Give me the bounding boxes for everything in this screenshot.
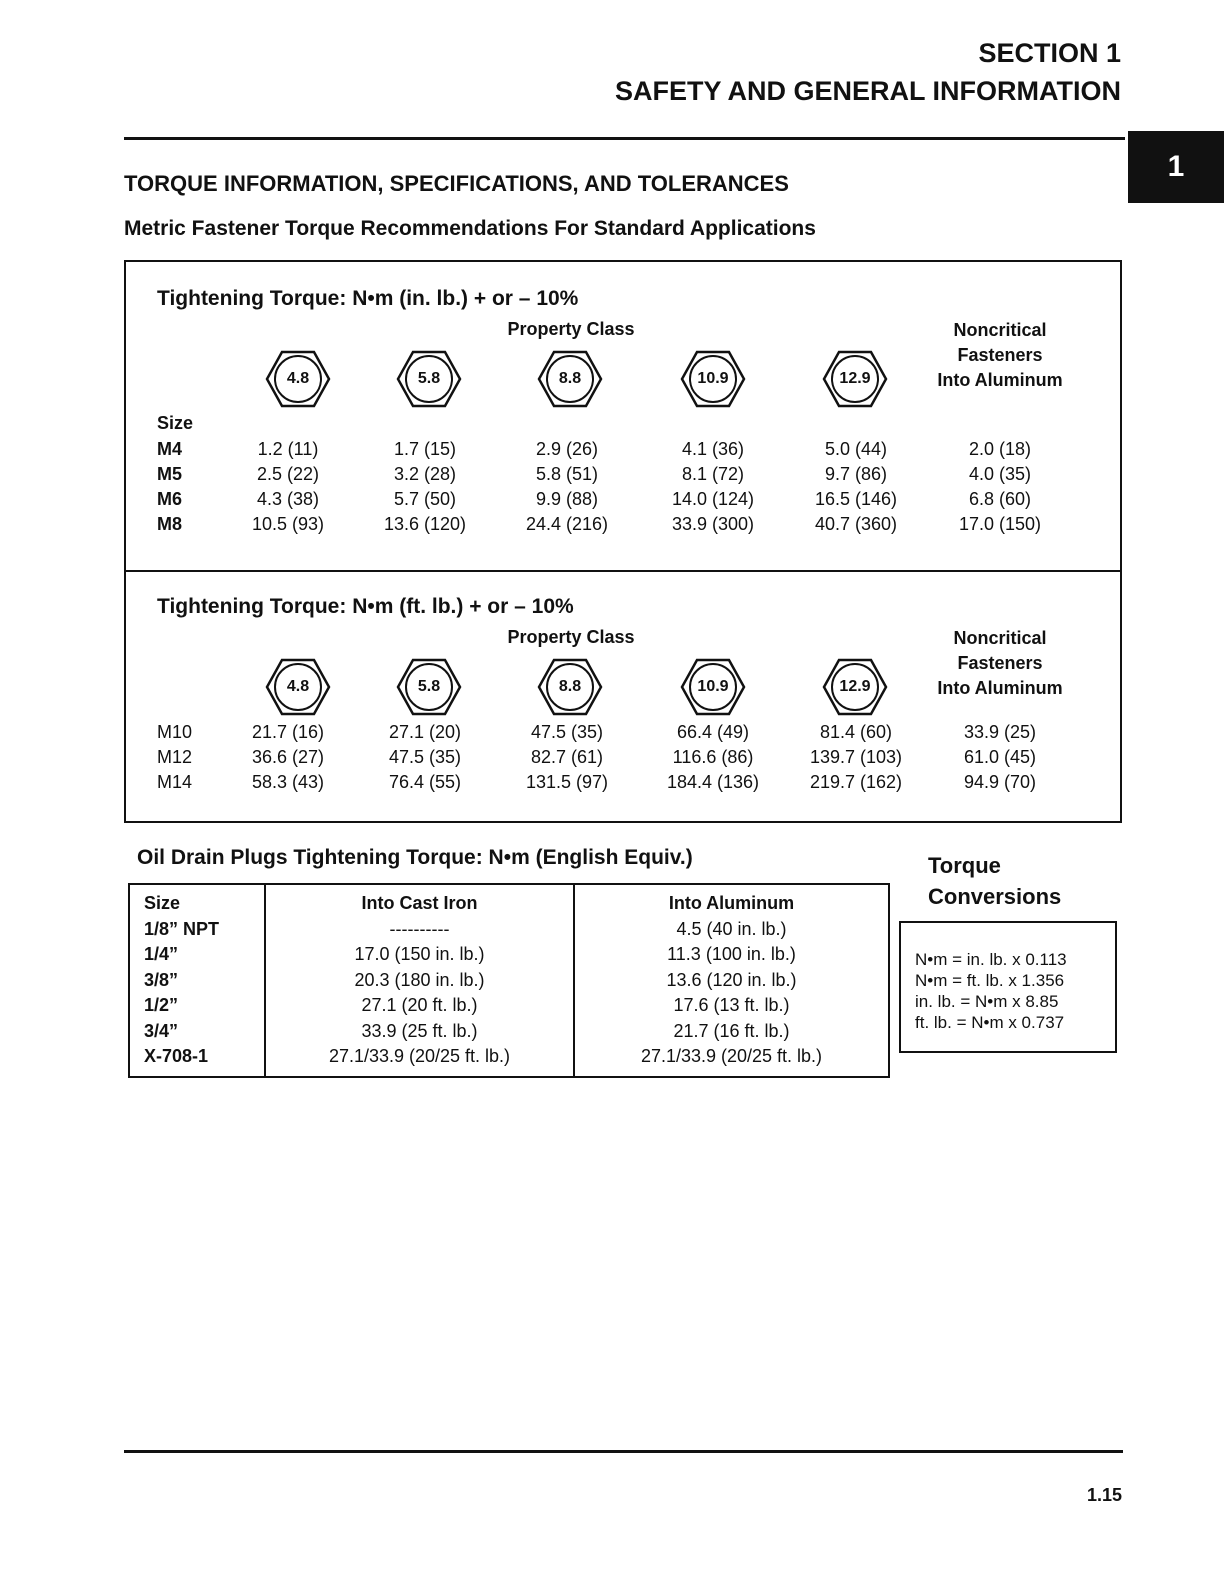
torque-cell: 9.9 (88) — [535, 489, 599, 509]
oil-cast-iron-cell: 27.1 (20 ft. lb.) — [265, 993, 574, 1019]
oil-aluminum-cell: 17.6 (13 ft. lb.) — [673, 995, 790, 1015]
torque-cell: 5.0 (44) — [824, 439, 888, 459]
bolt-head-icon — [680, 350, 746, 408]
oil-cast-iron-cell: 20.3 (180 in. lb.) — [265, 968, 574, 994]
table-row — [129, 993, 889, 1019]
torque-cell: 2.9 (26) — [535, 439, 599, 459]
bolt-class-label: 5.8 — [417, 370, 441, 387]
bolt-class-label: 8.8 — [558, 370, 582, 387]
oil-size-cell: 1/4” — [129, 942, 265, 968]
footer-rule — [124, 1450, 1123, 1453]
table-row — [129, 1044, 889, 1077]
page-heading: TORQUE INFORMATION, SPECIFICATIONS, AND TOLERANCES — [124, 171, 789, 196]
header-rule — [124, 137, 1125, 140]
inlb-property-class-label: Property Class — [507, 319, 635, 339]
oil-aluminum-cell: 21.7 (16 ft. lb.) — [673, 1020, 790, 1041]
oil-size-cell: 1/8” NPT — [129, 917, 265, 943]
torque-cell: 94.9 (70) — [963, 772, 1037, 792]
oil-header-cast-iron: Into Cast Iron — [265, 884, 574, 917]
torque-cell: 82.7 (61) — [530, 747, 604, 767]
torque-cell: 47.5 (35) — [388, 747, 462, 767]
torque-cell: 27.1 (20) — [388, 722, 462, 742]
table-row — [129, 1019, 889, 1045]
conversion-formula: ft. lb. = N•m x 0.737 — [915, 1013, 1065, 1032]
torque-cell: 40.7 (360) — [814, 514, 898, 534]
torque-cell: 24.4 (216) — [525, 514, 609, 534]
noncritical-line: Fasteners — [957, 653, 1043, 673]
oil-cast-iron-cell: ---------- — [265, 917, 574, 943]
torque-cell: 3.2 (28) — [393, 464, 457, 484]
torque-cell: 47.5 (35) — [530, 722, 604, 742]
oil-aluminum-cell: 11.3 (100 in. lb.) — [667, 944, 796, 964]
conversions-box — [899, 921, 1117, 1053]
section-tab: 1 — [1128, 131, 1224, 203]
size-cell: M10 — [157, 722, 193, 742]
torque-cell: 4.3 (38) — [256, 489, 320, 509]
torque-cell: 139.7 (103) — [809, 747, 903, 767]
torque-cell: 116.6 (86) — [672, 747, 754, 767]
table-row — [129, 968, 889, 994]
size-cell: M14 — [157, 772, 193, 792]
bolt-class-label: 5.8 — [417, 678, 441, 695]
torque-cell: 9.7 (86) — [824, 464, 888, 484]
section-number: SECTION 1 — [978, 38, 1121, 68]
bolt-class-label: 8.8 — [558, 678, 582, 695]
table-row — [129, 884, 889, 917]
bolt-head-icon — [537, 350, 603, 408]
noncritical-line: Fasteners — [957, 345, 1043, 365]
oil-drain-title: Oil Drain Plugs Tightening Torque: N•m (English Equiv.) — [137, 846, 693, 869]
conversions-title-line: Conversions — [928, 884, 1062, 909]
oil-aluminum-cell: 4.5 (40 in. lb.) — [676, 918, 787, 939]
torque-cell: 1.7 (15) — [393, 439, 457, 459]
torque-cell: 13.6 (120) — [383, 514, 467, 534]
torque-cell: 184.4 (136) — [666, 772, 760, 792]
bolt-head-icon — [265, 658, 331, 716]
ftlb-noncritical-header — [920, 626, 1080, 701]
oil-header-aluminum: Into Aluminum — [668, 893, 795, 913]
section-title: SAFETY AND GENERAL INFORMATION — [614, 76, 1121, 106]
oil-header-size: Size — [129, 884, 265, 917]
size-cell: M4 — [157, 439, 183, 459]
torque-cell: 81.4 (60) — [819, 722, 893, 742]
torque-cell: 4.1 (36) — [681, 439, 745, 459]
torque-cell: 1.2 (11) — [257, 439, 319, 459]
torque-cell: 10.5 (93) — [251, 514, 325, 534]
torque-cell: 33.9 (300) — [671, 514, 755, 534]
torque-cell: 2.0 (18) — [968, 439, 1032, 459]
oil-cast-iron-cell: 33.9 (25 ft. lb.) — [265, 1019, 574, 1045]
bolt-class-label: 10.9 — [697, 370, 729, 387]
oil-size-cell: X-708-1 — [129, 1044, 265, 1077]
bolt-head-icon — [396, 350, 462, 408]
torque-cell: 61.0 (45) — [963, 747, 1037, 767]
noncritical-line: Noncritical — [953, 628, 1047, 648]
torque-cell: 33.9 (25) — [963, 722, 1037, 742]
oil-size-cell: 1/2” — [129, 993, 265, 1019]
oil-aluminum-cell: 27.1/33.9 (20/25 ft. lb.) — [640, 1046, 823, 1066]
inlb-table-title: Tightening Torque: N•m (in. lb.) + or – 10% — [157, 287, 579, 310]
bolt-head-icon — [822, 658, 888, 716]
oil-size-cell: 3/4” — [129, 1019, 265, 1045]
box-divider — [124, 570, 1122, 572]
oil-size-cell: 3/8” — [129, 968, 265, 994]
oil-aluminum-cell: 13.6 (120 in. lb.) — [666, 969, 797, 990]
bolt-class-label: 4.8 — [286, 678, 310, 695]
noncritical-line: Into Aluminum — [937, 678, 1063, 698]
bolt-head-icon — [680, 658, 746, 716]
torque-cell: 6.8 (60) — [968, 489, 1032, 509]
bolt-head-icon — [822, 350, 888, 408]
size-cell: M8 — [157, 514, 183, 534]
bolt-class-label: 4.8 — [286, 370, 310, 387]
conversion-formula: N•m = in. lb. x 0.113 — [915, 950, 1067, 969]
bolt-head-icon — [265, 350, 331, 408]
size-cell: M6 — [157, 489, 183, 509]
page-number: 1.15 — [1086, 1485, 1122, 1505]
bolt-class-label: 12.9 — [839, 370, 871, 387]
bolt-class-label: 10.9 — [697, 678, 729, 695]
torque-cell: 2.5 (22) — [256, 464, 320, 484]
size-cell: M5 — [157, 464, 183, 484]
torque-cell: 16.5 (146) — [814, 489, 898, 509]
ftlb-table-title: Tightening Torque: N•m (ft. lb.) + or – 10% — [157, 595, 574, 618]
torque-cell: 36.6 (27) — [251, 747, 325, 767]
oil-cast-iron-cell: 27.1/33.9 (20/25 ft. lb.) — [265, 1044, 574, 1077]
bolt-head-icon — [537, 658, 603, 716]
torque-cell: 4.0 (35) — [968, 464, 1032, 484]
torque-cell: 21.7 (16) — [251, 722, 325, 742]
inlb-noncritical-header — [920, 318, 1080, 393]
oil-cast-iron-cell: 17.0 (150 in. lb.) — [265, 942, 574, 968]
torque-cell: 8.1 (72) — [681, 464, 745, 484]
torque-cell: 66.4 (49) — [676, 722, 750, 742]
table-row — [129, 917, 889, 943]
torque-cell: 17.0 (150) — [958, 514, 1042, 534]
bolt-head-icon — [396, 658, 462, 716]
oil-drain-table — [128, 883, 890, 1078]
noncritical-line: Noncritical — [953, 320, 1047, 340]
page-subheading: Metric Fastener Torque Recommendations For Standard Applications — [124, 217, 816, 240]
torque-cell: 76.4 (55) — [388, 772, 462, 792]
torque-cell: 5.8 (51) — [535, 464, 599, 484]
table-row — [129, 942, 889, 968]
conversions-title — [928, 850, 1061, 912]
conversion-formula: in. lb. = N•m x 8.85 — [915, 992, 1059, 1011]
conversions-title-line: Torque — [928, 853, 1001, 878]
ftlb-property-class-label: Property Class — [507, 627, 635, 647]
torque-cell: 131.5 (97) — [525, 772, 609, 792]
noncritical-line: Into Aluminum — [937, 370, 1063, 390]
size-cell: M12 — [157, 747, 193, 767]
torque-cell: 58.3 (43) — [251, 772, 325, 792]
torque-cell: 14.0 (124) — [671, 489, 755, 509]
size-column-header: Size — [157, 413, 194, 433]
conversion-formula: N•m = ft. lb. x 1.356 — [915, 971, 1065, 990]
bolt-class-label: 12.9 — [839, 678, 871, 695]
torque-cell: 219.7 (162) — [809, 772, 903, 792]
torque-cell: 5.7 (50) — [393, 489, 457, 509]
